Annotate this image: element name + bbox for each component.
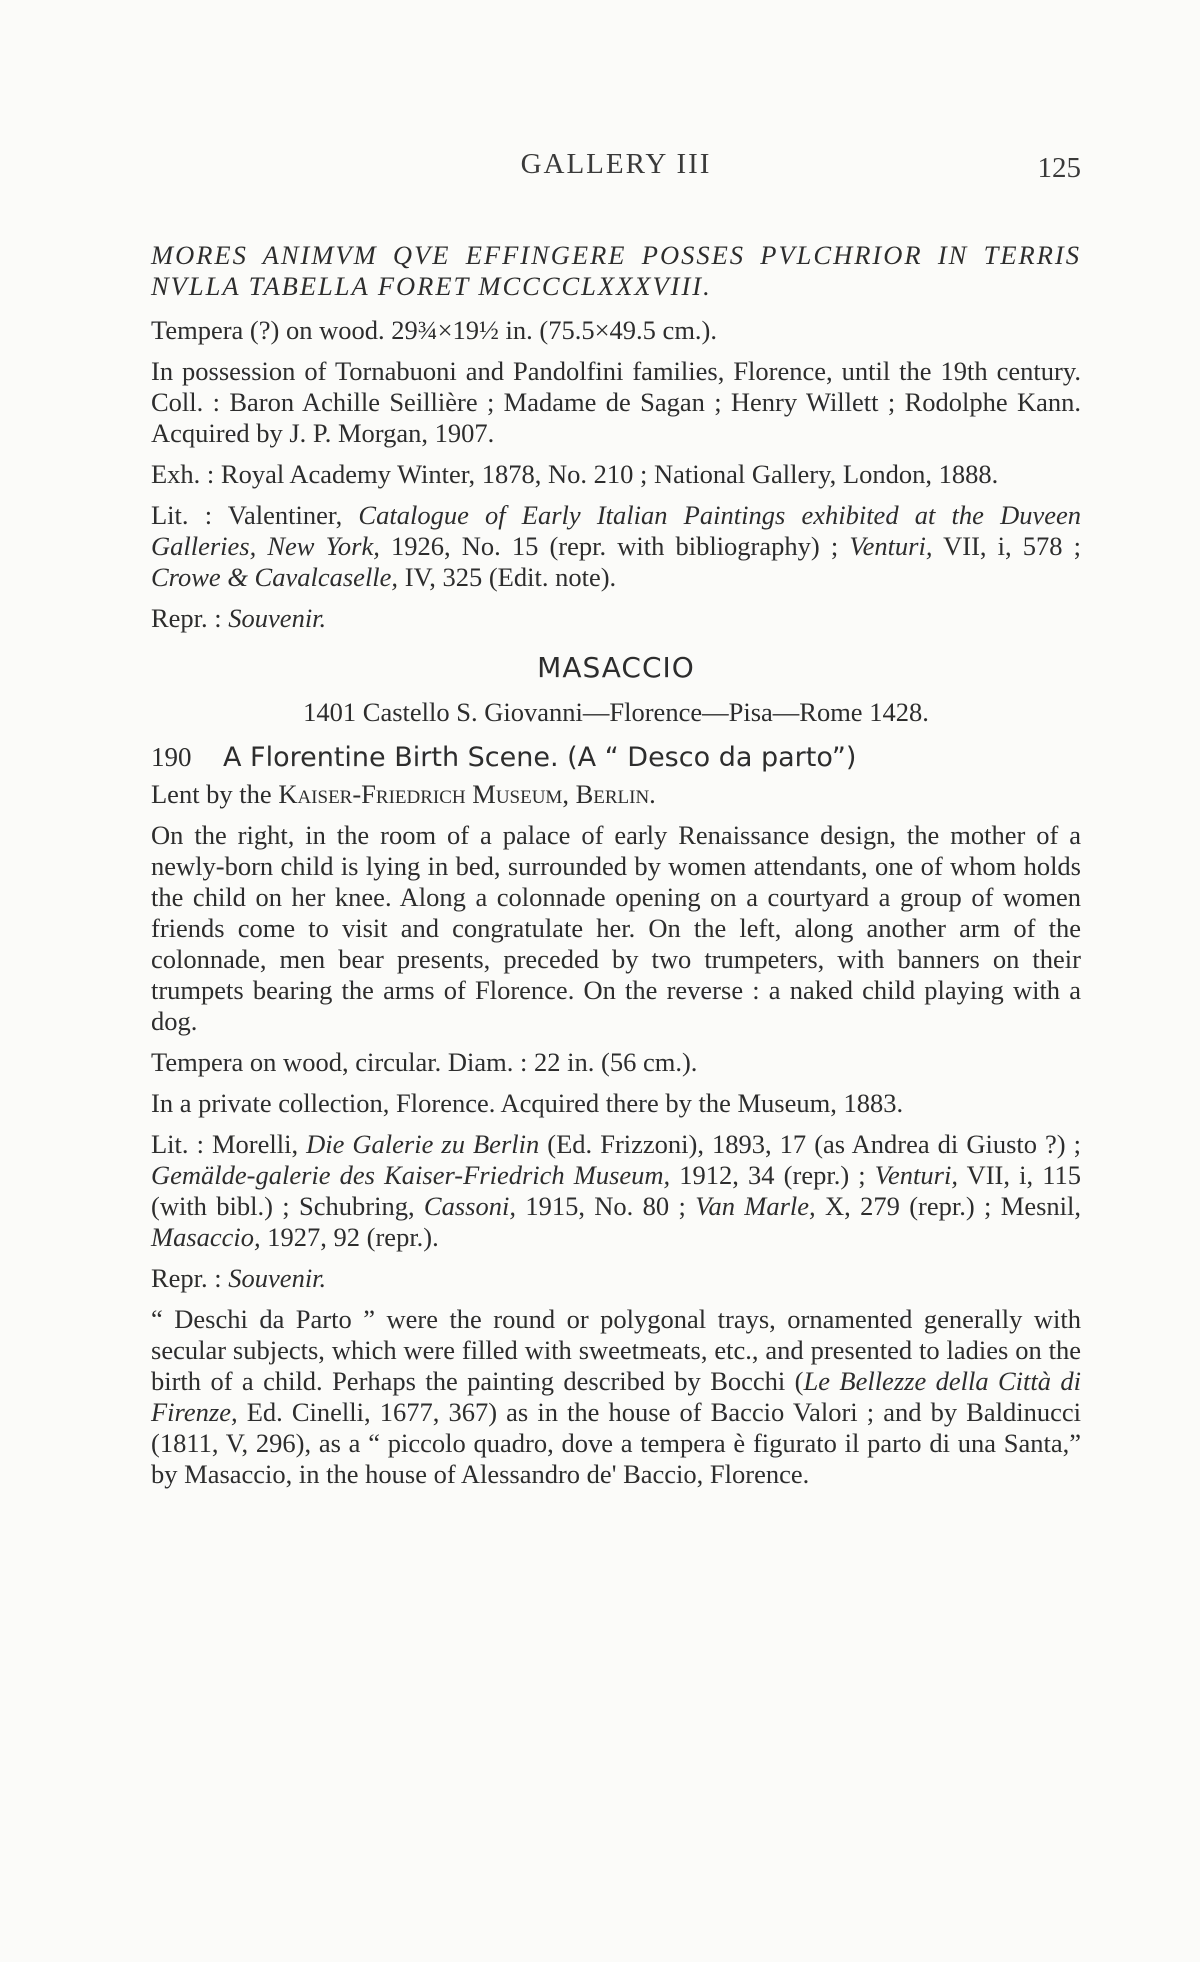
prev-medium: Tempera (?) on wood. 29¾×19½ in. (75.5×49.5 cm.). bbox=[151, 315, 718, 345]
catalogue-number: 190 bbox=[151, 742, 192, 772]
reproductions: Repr. : Souvenir. bbox=[151, 1263, 327, 1293]
artist-heading: MASACCIO bbox=[537, 651, 695, 684]
note: “ Deschi da Parto ” were the round or polygonal trays, ornamented generally with secular subjects, which were filled with sweetmeats, etc., and presented to ladies on the birth of a child. Perhaps the painting described by Bocchi (Le Bellezze della Città di Firenze, Ed. Cinelli, 1677, 367) as in the house of Baccio Valori ; and by Baldinucci (1811, V, 296), as a “ piccolo quadro, dove a tempera è figurato il parto di una Santa,” by Masaccio, in the house of Alessandro de' Baccio, Florence. bbox=[151, 1304, 1081, 1489]
medium: Tempera on wood, circular. Diam. : 22 in. (56 cm.). bbox=[151, 1047, 698, 1077]
running-head-title: GALLERY III bbox=[520, 148, 712, 180]
running-head bbox=[151, 148, 1081, 188]
prev-literature: Lit. : Valentiner, Catalogue of Early Italian Paintings exhibited at the Duveen Galleries, New York, 1926, No. 15 (repr. with bibliography) ; Venturi, VII, i, 578 ; Crowe & Cavalcaselle, IV, 325 (Edit. note). bbox=[151, 500, 1082, 592]
inscription: MORES ANIMVM QVE EFFINGERE POSSES PVLCHRIOR IN TERRIS NVLLA TABELLA FORET MCCCCLXXXVIII. bbox=[151, 240, 1081, 301]
painting-title: A Florentine Birth Scene. (A “ Desco da parto”) bbox=[223, 742, 857, 773]
page-body bbox=[151, 240, 1081, 1500]
literature: Lit. : Morelli, Die Galerie zu Berlin (Ed. Frizzoni), 1893, 17 (as Andrea di Giusto ?) ; Gemälde-galerie des Kaiser-Friedrich Museum, 1912, 34 (repr.) ; Venturi, VII, i, 115 (with bibl.) ; Schubring, Cassoni, 1915, No. 80 ; Van Marle, X, 279 (repr.) ; Mesnil, Masaccio, 1927, 92 (repr.). bbox=[151, 1129, 1082, 1252]
page-number: 125 bbox=[1037, 152, 1081, 184]
prev-exhibitions: Exh. : Royal Academy Winter, 1878, No. 210 ; National Gallery, London, 1888. bbox=[151, 459, 999, 489]
description: On the right, in the room of a palace of early Renaissance design, the mother of a newly-born child is lying in bed, surrounded by women attendants, one of whom holds the child on her knee. Along a colonnade opening on a courtyard a group of women friends come to visit and congratulate her. On the left, along another arm of the colonnade, men bear presents, preceded by two trumpeters, with banners on their trumpets bearing the arms of Florence. On the reverse : a naked child playing with a dog. bbox=[151, 820, 1081, 1036]
artist-dates: 1401 Castello S. Giovanni—Florence—Pisa—Rome 1428. bbox=[303, 697, 929, 727]
lender: Lent by the Kaiser-Friedrich Museum, Berlin. bbox=[151, 779, 656, 809]
prev-provenance: In possession of Tornabuoni and Pandolfini families, Florence, until the 19th century. Coll. : Baron Achille Seillière ; Madame de Sagan ; Henry Willett ; Rodolphe Kann. Acquired by J. P. Morgan, 1907. bbox=[151, 356, 1081, 448]
entry-title bbox=[151, 742, 1081, 773]
prev-reproductions: Repr. : Souvenir. bbox=[151, 603, 327, 633]
provenance: In a private collection, Florence. Acquired there by the Museum, 1883. bbox=[151, 1088, 904, 1118]
